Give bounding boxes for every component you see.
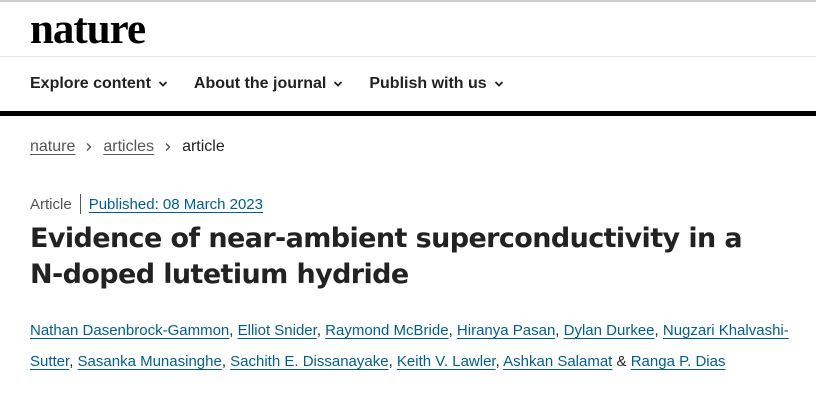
article-type: Article <box>30 195 72 213</box>
nav-publish-with-us[interactable] <box>369 75 503 93</box>
nav-about-the-journal[interactable] <box>194 75 343 93</box>
author-link[interactable]: Sasanka Munasinghe <box>77 353 222 370</box>
author-link[interactable]: Nathan Dasenbrock-Gammon <box>30 322 230 339</box>
chevron-down-icon <box>494 79 504 89</box>
author-link[interactable]: Ranga P. Dias <box>630 353 726 370</box>
nav-explore-content[interactable] <box>30 75 168 93</box>
chevron-down-icon <box>333 79 343 89</box>
breadcrumb <box>30 138 225 156</box>
author-link[interactable]: Keith V. Lawler <box>396 353 496 370</box>
author-link[interactable]: Sachith E. Dissanayake <box>230 353 389 370</box>
article-title: Evidence of near-ambient superconductivity in a N-doped lutetium hydride <box>30 223 743 290</box>
breadcrumb-nature[interactable]: nature <box>30 138 76 155</box>
author-link[interactable]: Ashkan Salamat <box>503 353 613 370</box>
chevron-right-icon <box>164 142 172 152</box>
meta-divider <box>80 194 81 214</box>
breadcrumb-articles[interactable]: articles <box>103 138 155 155</box>
author-list: Nathan Dasenbrock-Gammon, Elliot Snider, Raymond McBride, Hiranya Pasan, Dylan Durkee, Nugzari Khalvashi-Sutter, Sasanka Munasinghe, Sachith E. Dissanayake, Keith V. Lawler, Ashkan Salamat & Ranga P. Dias <box>30 322 789 370</box>
author-link[interactable]: Hiranya Pasan <box>456 322 556 339</box>
author-link[interactable]: Raymond McBride <box>325 322 449 339</box>
main-nav <box>30 74 530 94</box>
nature-logo[interactable]: nature <box>30 6 146 53</box>
published-date-link[interactable]: Published: 08 March 2023 <box>88 195 263 213</box>
breadcrumb-current: article <box>182 138 225 155</box>
nav-item-label: Publish with us <box>369 75 487 92</box>
chevron-down-icon <box>158 79 168 89</box>
nav-item-label: Explore content <box>30 75 151 92</box>
nav-divider <box>0 111 816 116</box>
header-divider <box>0 56 816 57</box>
author-link[interactable]: Nugzari Khalvashi-Sutter <box>30 322 789 370</box>
top-border <box>0 0 816 2</box>
article-meta <box>30 194 263 214</box>
chevron-right-icon <box>85 142 93 152</box>
author-link[interactable]: Dylan Durkee <box>563 322 655 339</box>
author-link[interactable]: Elliot Snider <box>237 322 317 339</box>
nav-item-label: About the journal <box>193 75 327 92</box>
